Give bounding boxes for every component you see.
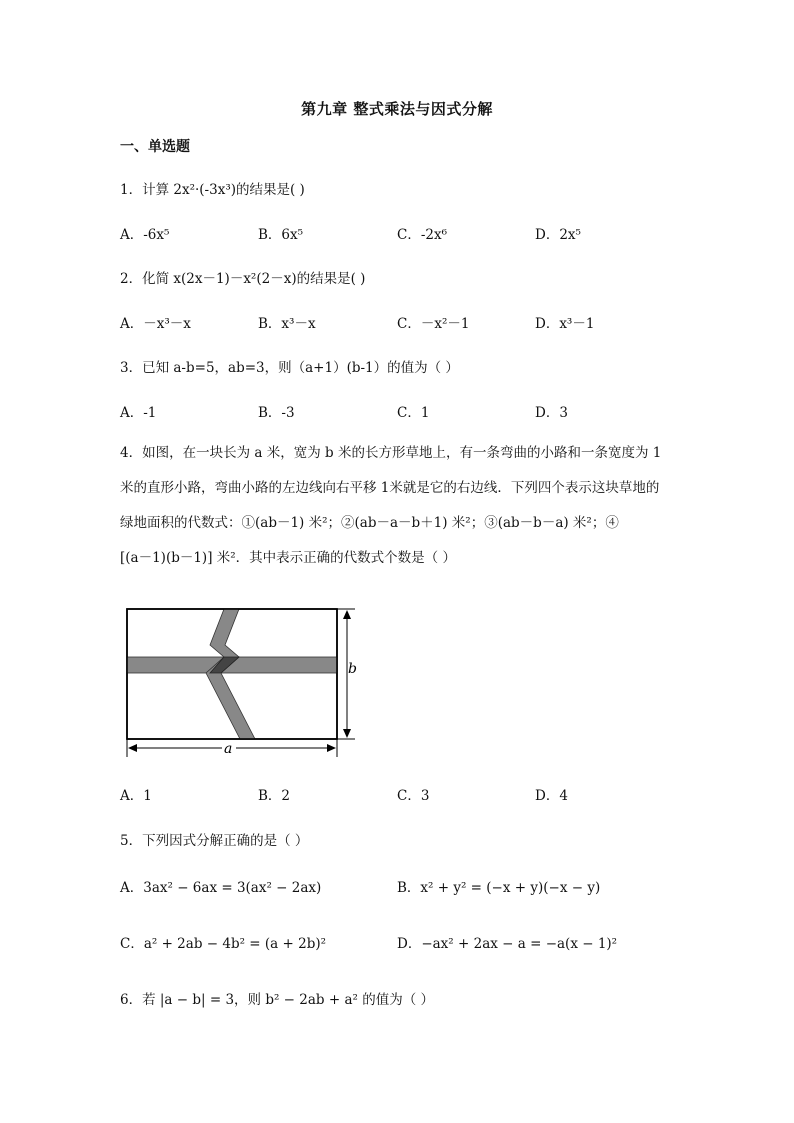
a-arrow-left <box>128 744 137 752</box>
page-title: 第九章 整式乘法与因式分解 <box>301 100 493 118</box>
question-1-stem: 1．计算 2x²·(-3x³)的结果是( ) <box>120 182 305 198</box>
q4-line-3: 绿地面积的代数式：①(ab－1) 米²；②(ab－a－b＋1) 米²；③(ab－b－a) 米²；④ <box>120 515 619 531</box>
question-4-stem <box>120 436 680 576</box>
q2-option-c: C．－x²－1 <box>397 316 470 332</box>
q4-figure <box>118 600 368 762</box>
q3-option-a: A．-1 <box>120 405 157 421</box>
q4-line-2: 米的直形小路，弯曲小路的左边线向右平移 1米就是它的右边线．下列四个表示这块草地的 <box>120 480 660 496</box>
question-5-stem: 5．下列因式分解正确的是（ ） <box>120 833 309 849</box>
q3-option-c: C．1 <box>397 405 430 421</box>
q4-option-d: D．4 <box>535 788 568 804</box>
q1-option-c: C．-2x⁶ <box>397 227 448 243</box>
q2-option-d: D．x³－1 <box>535 316 595 332</box>
question-3-stem: 3．已知 a-b=5，ab=3，则（a+1）(b-1）的值为（ ） <box>120 360 459 376</box>
b-arrow-up <box>343 610 351 619</box>
q5-option-d: D．−ax² + 2ax − a = −a(x − 1)² <box>397 936 618 952</box>
q4-option-c: C．3 <box>397 788 430 804</box>
q2-option-b: B．x³－x <box>258 316 316 332</box>
question-2-stem: 2．化简 x(2x－1)－x²(2－x)的结果是( ) <box>120 271 366 287</box>
q4-option-b: B．2 <box>258 788 291 804</box>
q5-option-b: B．x² + y² = (−x + y)(−x − y) <box>397 880 601 896</box>
a-arrow-right <box>327 744 336 752</box>
q1-option-b: B．6x⁵ <box>258 227 304 243</box>
q2-option-a: A．－x³－x <box>120 316 191 332</box>
section-heading: 一、单选题 <box>120 139 190 155</box>
q4-line-4: [(a－1)(b－1)] 米²．其中表示正确的代数式个数是（ ） <box>120 550 456 566</box>
q3-option-b: B．-3 <box>258 405 295 421</box>
q4-line-1: 4．如图，在一块长为 a 米，宽为 b 米的长方形草地上，有一条弯曲的小路和一条宽度为 1 <box>120 445 662 461</box>
q5-option-a: A．3ax² − 6ax = 3(ax² − 2ax) <box>120 880 322 896</box>
question-6-stem: 6．若 |a − b| = 3，则 b² − 2ab + a² 的值为（ ） <box>120 992 434 1008</box>
a-label: a <box>224 741 233 757</box>
q1-option-a: A．-6x⁵ <box>120 227 170 243</box>
q3-option-d: D．3 <box>535 405 568 421</box>
b-label: b <box>348 661 357 677</box>
q4-option-a: A．1 <box>120 788 152 804</box>
q1-option-d: D．2x⁵ <box>535 227 581 243</box>
q5-option-c: C．a² + 2ab − 4b² = (a + 2b)² <box>120 936 327 952</box>
b-arrow-down <box>343 729 351 738</box>
